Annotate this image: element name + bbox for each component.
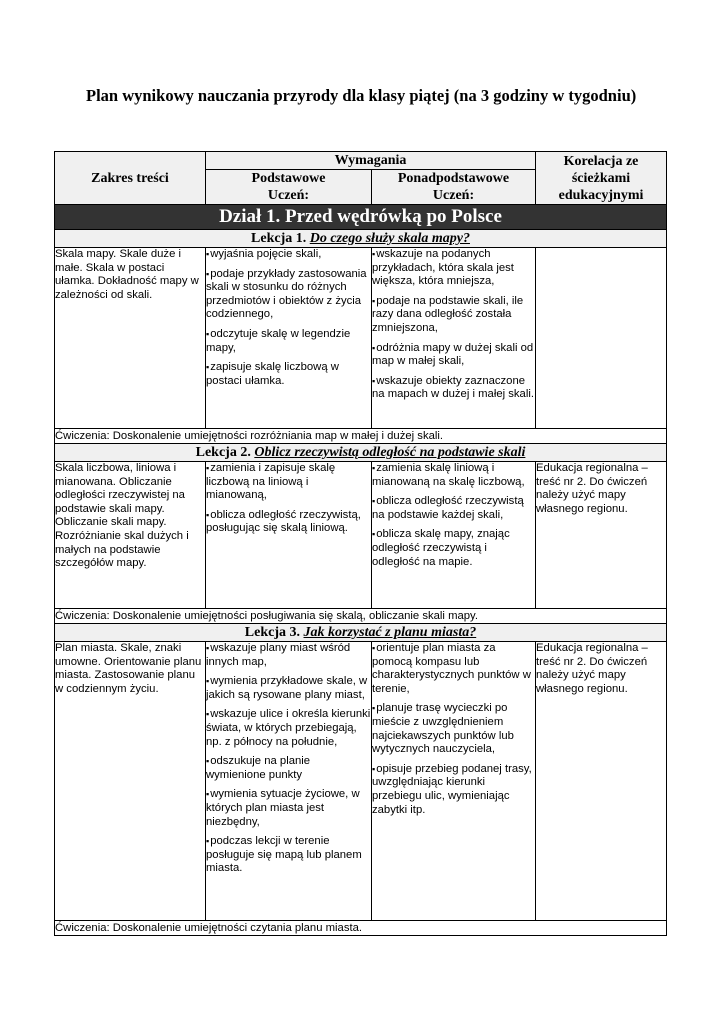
ponadpodstawowe-requirement: ▪ opisuje przebieg podanej trasy, uwzględniając kierunki przebiegu ulic, wymieniając zabytki itp.	[372, 763, 535, 817]
header-podstawowe-label: Podstawowe	[251, 171, 326, 186]
lesson-plan-table	[54, 151, 667, 936]
podstawowe-requirement: ▪ podaje przykłady zastosowania skali w stosunku do różnych przedmiotów i obiektów z życia codziennego,	[206, 268, 371, 322]
section-title: Dział 1. Przed wędrówką po Polsce	[55, 205, 667, 230]
lesson-topic: Jak korzystać z planu miasta?	[303, 625, 477, 640]
podstawowe-requirement: ▪ podczas lekcji w terenie posługuje się mapą lub planem miasta.	[206, 835, 371, 876]
ponadpodstawowe-requirement: ▪ podaje na podstawie skali, ile razy dana odległość została zmniejszona,	[372, 295, 535, 336]
header-korelacja-text: Korelacja ze ścieżkami edukacyjnymi	[558, 153, 644, 203]
lesson-topic: Do czego służy skala mapy?	[309, 231, 470, 246]
ponadpodstawowe-requirement: ▪ oblicza skalę mapy, znając odległość rzeczywistą i odległość na mapie.	[372, 528, 535, 569]
lesson-title	[55, 624, 667, 642]
zakres-cell: Skala mapy. Skale duże i małe. Skala w postaci ułamka. Dokładność mapy w zależności od skali.	[55, 248, 206, 429]
exercise-row	[55, 609, 667, 624]
lesson-number: Lekcja 3.	[244, 625, 301, 640]
exercise-row	[55, 921, 667, 936]
header-zakres: Zakres treści	[55, 152, 206, 205]
ponadpodstawowe-requirement: ▪ orientuje plan miasta za pomocą kompasu lub charakterystycznych punktów w terenie,	[372, 642, 535, 696]
lesson-content-row	[55, 462, 667, 609]
podstawowe-requirement: ▪ wymienia sytuacje życiowe, w których plan miasta jest niezbędny,	[206, 788, 371, 829]
ponadpodstawowe-cell	[372, 462, 536, 609]
podstawowe-cell	[206, 462, 372, 609]
lesson-title	[55, 444, 667, 462]
podstawowe-requirement: ▪ wymienia przykładowe skale, w jakich są rysowane plany miast,	[206, 675, 371, 702]
korelacja-cell	[536, 248, 667, 429]
cwiczenia-text: Ćwiczenia: Doskonalenie umiejętności czytania planu miasta.	[55, 921, 667, 936]
header-podstawowe-sub: Uczeń:	[267, 188, 310, 203]
podstawowe-requirement: ▪ odszukuje na planie wymienione punkty	[206, 755, 371, 782]
lessons-body	[55, 230, 667, 936]
lesson-number: Lekcja 1.	[251, 231, 307, 246]
ponadpodstawowe-requirement: ▪ odróżnia mapy w dużej skali od map w małej skali,	[372, 342, 535, 369]
podstawowe-cell	[206, 642, 372, 921]
header-ponadpodstawowe-label: Ponadpodstawowe	[397, 171, 510, 186]
lesson-number: Lekcja 2.	[195, 445, 251, 460]
ponadpodstawowe-requirement: ▪ wskazuje na podanych przykładach, która skala jest większa, która mniejsza,	[372, 248, 535, 289]
cwiczenia-text: Ćwiczenia: Doskonalenie umiejętności posługiwania się skalą, obliczanie skali mapy.	[55, 609, 667, 624]
podstawowe-requirement: ▪ wskazuje ulice i określa kierunki świata, w których przebiegają, np. z północy na południe,	[206, 708, 371, 749]
lesson-content-row	[55, 248, 667, 429]
header-korelacja	[536, 152, 667, 205]
lesson-header-row	[55, 624, 667, 642]
lesson-header-row	[55, 230, 667, 248]
podstawowe-requirement: ▪ odczytuje skalę w legendzie mapy,	[206, 328, 371, 355]
podstawowe-requirement: ▪ zapisuje skalę liczbową w postaci ułamka.	[206, 361, 371, 388]
header-podstawowe	[206, 170, 372, 205]
ponadpodstawowe-requirement: ▪ zamienia skalę liniową i mianowaną na skalę liczbową,	[372, 462, 535, 489]
podstawowe-requirement: ▪ zamienia i zapisuje skalę liczbową na liniową i mianowaną,	[206, 462, 371, 503]
zakres-cell: Plan miasta. Skale, znaki umowne. Orientowanie planu miasta. Zastosowanie planu w codziennym życiu.	[55, 642, 206, 921]
podstawowe-requirement: ▪ wyjaśnia pojęcie skali,	[206, 248, 371, 262]
ponadpodstawowe-requirement: ▪ wskazuje obiekty zaznaczone na mapach w dużej i małej skali.	[372, 375, 535, 402]
header-ponadpodstawowe	[372, 170, 536, 205]
document-title: Plan wynikowy nauczania przyrody dla klasy piątej (na 3 godziny w tygodniu)	[86, 86, 637, 105]
lesson-content-row	[55, 642, 667, 921]
lesson-title	[55, 230, 667, 248]
exercise-row	[55, 429, 667, 444]
cwiczenia-text: Ćwiczenia: Doskonalenie umiejętności rozróżniania map w małej i dużej skali.	[55, 429, 667, 444]
ponadpodstawowe-requirement: ▪ oblicza odległość rzeczywistą na podstawie każdej skali,	[372, 495, 535, 522]
podstawowe-requirement: ▪ wskazuje plany miast wśród innych map,	[206, 642, 371, 669]
lesson-topic: Oblicz rzeczywistą odległość na podstawie skali	[254, 445, 526, 460]
ponadpodstawowe-cell	[372, 248, 536, 429]
header-ponadpodstawowe-sub: Uczeń:	[432, 188, 475, 203]
ponadpodstawowe-requirement: ▪ planuje trasę wycieczki po mieście z uwzględnieniem najciekawszych punktów lub wytycznych nauczyciela,	[372, 702, 535, 756]
korelacja-cell: Edukacja regionalna – treść nr 2. Do ćwiczeń należy użyć mapy własnego regionu.	[536, 462, 667, 609]
korelacja-cell: Edukacja regionalna – treść nr 2. Do ćwiczeń należy użyć mapy własnego regionu.	[536, 642, 667, 921]
header-wymagania: Wymagania	[206, 152, 536, 170]
zakres-cell: Skala liczbowa, liniowa i mianowana. Obliczanie odległości rzeczywistej na podstawie skali mapy. Obliczanie skali mapy. Rozróżnianie skal dużych i małych na podstawie szczegółów mapy.	[55, 462, 206, 609]
podstawowe-requirement: ▪ oblicza odległość rzeczywistą, posługując się skalą liniową.	[206, 509, 371, 536]
ponadpodstawowe-cell	[372, 642, 536, 921]
lesson-header-row	[55, 444, 667, 462]
podstawowe-cell	[206, 248, 372, 429]
